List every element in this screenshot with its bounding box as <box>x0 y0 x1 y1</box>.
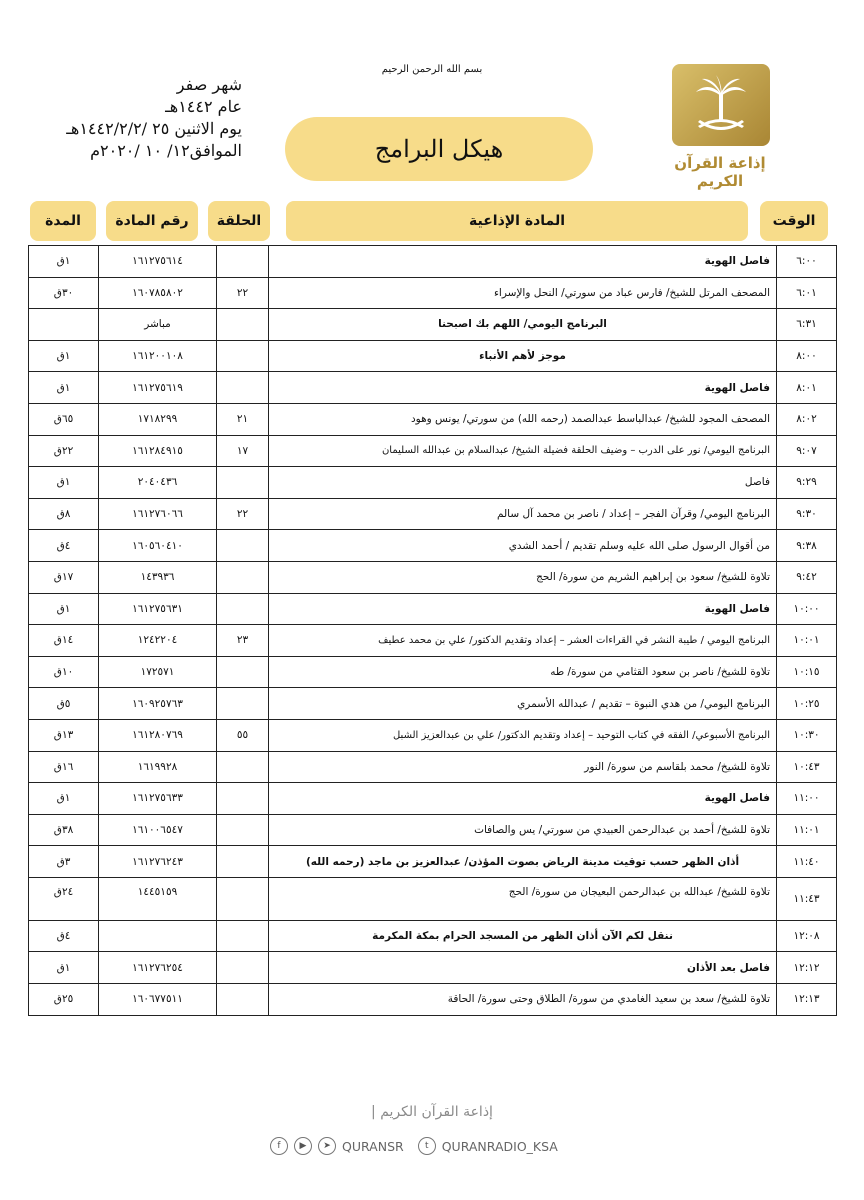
material-cell: فاصل الهوية <box>269 246 777 278</box>
episode-cell <box>217 656 269 688</box>
number-cell: ٢٠٤٠٤٣٦ <box>99 467 217 499</box>
material-cell: تلاوة للشيخ/ سعود بن إبراهيم الشريم من سورة/ الحج <box>269 561 777 593</box>
youtube-icon[interactable]: ▶ <box>294 1137 312 1155</box>
time-cell: ٦:٠٠ <box>777 246 837 278</box>
number-cell: ١٦١٢٨٠٧٦٩ <box>99 719 217 751</box>
number-cell: ١٢٤٢٢٠٤ <box>99 625 217 657</box>
duration-cell: ٥ق <box>29 688 99 720</box>
material-cell: موجز لأهم الأنباء <box>269 340 777 372</box>
material-cell: تلاوة للشيخ/ عبدالله بن عبدالرحمن البعيجان من سورة/ الحج <box>269 877 777 920</box>
table-row <box>29 656 837 688</box>
number-cell: ١٦١٢٧٥٦١٤ <box>99 246 217 278</box>
duration-cell <box>29 309 99 341</box>
episode-cell <box>217 984 269 1016</box>
palm-swords-emblem-icon <box>672 64 770 146</box>
number-cell: ١٦١٢٧٦٢٥٤ <box>99 952 217 984</box>
material-cell: المصحف المجود للشيخ/ عبدالباسط عبدالصمد (رحمه الله) من سورتي/ يونس وهود <box>269 403 777 435</box>
table-row <box>29 952 837 984</box>
episode-cell <box>217 246 269 278</box>
episode-cell <box>217 593 269 625</box>
number-cell: ١٤٣٩٣٦ <box>99 561 217 593</box>
table-row <box>29 467 837 499</box>
table-row <box>29 403 837 435</box>
time-cell: ١٢:٠٨ <box>777 920 837 952</box>
duration-cell: ٣٠ق <box>29 277 99 309</box>
material-cell: البرنامج الأسبوعي/ الفقه في كتاب التوحيد – إعداد وتقديم الدكتور/ علي بن عبدالعزيز الشبل <box>269 719 777 751</box>
duration-cell: ٨ق <box>29 498 99 530</box>
number-cell: ١٦١٩٩٢٨ <box>99 751 217 783</box>
table-row <box>29 877 837 920</box>
duration-cell: ١ق <box>29 372 99 404</box>
table-row <box>29 719 837 751</box>
material-cell: فاصل <box>269 467 777 499</box>
table-row <box>29 340 837 372</box>
material-cell: البرنامج اليومي/ نور على الدرب – وضيف الحلقة فضيلة الشيخ/ عبدالسلام بن عبدالله السليمان <box>269 435 777 467</box>
time-cell: ١٠:٠٠ <box>777 593 837 625</box>
number-cell: ١٦١٢٧٥٦٣٣ <box>99 783 217 815</box>
col-header-duration: المدة <box>30 201 96 241</box>
time-cell: ١٠:١٥ <box>777 656 837 688</box>
number-cell: ١٦١٠٠٦٥٤٧ <box>99 814 217 846</box>
table-row <box>29 246 837 278</box>
episode-cell <box>217 467 269 499</box>
date-block <box>20 74 242 162</box>
bismillah: بسم الله الرحمن الرحيم <box>381 64 483 75</box>
time-cell: ٦:٣١ <box>777 309 837 341</box>
table-row <box>29 984 837 1016</box>
material-cell: البرنامج اليومي/ من هدي النبوة – تقديم / عبدالله الأسمري <box>269 688 777 720</box>
time-cell: ١٢:١٣ <box>777 984 837 1016</box>
episode-cell <box>217 846 269 878</box>
number-cell: ١٦١٢٨٤٩١٥ <box>99 435 217 467</box>
number-cell: ١٦١٢٠٠١٠٨ <box>99 340 217 372</box>
time-cell: ١٠:٤٣ <box>777 751 837 783</box>
duration-cell: ١ق <box>29 952 99 984</box>
footer-brand: إذاعة القرآن الكريم | <box>371 1104 493 1120</box>
duration-cell: ١٠ق <box>29 656 99 688</box>
time-cell: ١٠:٢٥ <box>777 688 837 720</box>
duration-cell: ١٤ق <box>29 625 99 657</box>
number-cell: ١٦٠٧٨٥٨٠٢ <box>99 277 217 309</box>
episode-cell: ٢٣ <box>217 625 269 657</box>
col-header-material: المادة الإذاعية <box>286 201 748 241</box>
duration-cell: ٢٤ق <box>29 877 99 920</box>
social-handle-2[interactable]: QURANRADIO_KSA <box>441 1138 558 1154</box>
page-title: هيكل البرامج <box>285 117 593 181</box>
episode-cell <box>217 952 269 984</box>
duration-cell: ٢٥ق <box>29 984 99 1016</box>
number-cell: ١٧٢٥٧١ <box>99 656 217 688</box>
table-row <box>29 277 837 309</box>
duration-cell: ١٦ق <box>29 751 99 783</box>
episode-cell: ٢٢ <box>217 498 269 530</box>
table-row <box>29 783 837 815</box>
time-cell: ٦:٠١ <box>777 277 837 309</box>
episode-cell <box>217 372 269 404</box>
table-row <box>29 530 837 562</box>
duration-cell: ٤ق <box>29 530 99 562</box>
date-line-year: عام ١٤٤٢هـ <box>165 97 242 116</box>
table-row <box>29 593 837 625</box>
number-cell: ١٦٠٩٢٥٧٦٣ <box>99 688 217 720</box>
episode-cell <box>217 751 269 783</box>
table-row <box>29 309 837 341</box>
time-cell: ٩:٤٢ <box>777 561 837 593</box>
facebook-icon[interactable]: f <box>270 1137 288 1155</box>
time-cell: ٩:٠٧ <box>777 435 837 467</box>
number-cell <box>99 920 217 952</box>
material-cell: أذان الظهر حسب توقيت مدينة الرياض بصوت المؤذن/ عبدالعزيز بن ماجد (رحمه الله) <box>269 846 777 878</box>
material-cell: فاصل الهوية <box>269 372 777 404</box>
table-row <box>29 814 837 846</box>
episode-cell: ١٧ <box>217 435 269 467</box>
number-cell: ١٦١٢٧٥٦١٩ <box>99 372 217 404</box>
episode-cell: ٥٥ <box>217 719 269 751</box>
table-row <box>29 751 837 783</box>
material-cell: تلاوة للشيخ/ ناصر بن سعود القثامي من سورة/ طه <box>269 656 777 688</box>
time-cell: ٨:٠٢ <box>777 403 837 435</box>
material-cell: ننقل لكم الآن أذان الظهر من المسجد الحرام بمكة المكرمة <box>269 920 777 952</box>
duration-cell: ١٣ق <box>29 719 99 751</box>
time-cell: ٨:٠٠ <box>777 340 837 372</box>
logo-text: إذاعة القرآن الكريم <box>674 154 766 190</box>
episode-cell: ٢١ <box>217 403 269 435</box>
twitter-icon[interactable]: t <box>418 1137 436 1155</box>
col-header-number: رقم المادة <box>106 201 198 241</box>
time-cell: ٩:٢٩ <box>777 467 837 499</box>
table-row <box>29 498 837 530</box>
duration-cell: ١٧ق <box>29 561 99 593</box>
number-cell: ١٧١٨٢٩٩ <box>99 403 217 435</box>
material-cell: البرنامج اليومي/ وقرآن الفجر – إعداد / ناصر بن محمد آل سالم <box>269 498 777 530</box>
date-line-gregorian: الموافق١٢/ ١٠ /٢٠٢٠م <box>90 141 242 160</box>
material-cell: فاصل بعد الأذان <box>269 952 777 984</box>
episode-cell <box>217 877 269 920</box>
episode-cell <box>217 688 269 720</box>
material-cell: البرنامج اليومي / طيبة النشر في القراءات العشر – إعداد وتقديم الدكتور/ علي بن محمد عطيف <box>269 625 777 657</box>
date-line-day: يوم الاثنين ٢٥ /١٤٤٢/٢/٢هـ <box>66 119 242 138</box>
social-handle-1[interactable]: QURANSR <box>342 1138 404 1154</box>
number-cell: ١٦١٢٧٦٠٦٦ <box>99 498 217 530</box>
table-row <box>29 625 837 657</box>
duration-cell: ٣٨ق <box>29 814 99 846</box>
social-links <box>270 1134 600 1158</box>
material-cell: تلاوة للشيخ/ محمد بلقاسم من سورة/ النور <box>269 751 777 783</box>
time-cell: ٨:٠١ <box>777 372 837 404</box>
table-row <box>29 561 837 593</box>
time-cell: ١٠:٣٠ <box>777 719 837 751</box>
episode-cell <box>217 814 269 846</box>
duration-cell: ٣ق <box>29 846 99 878</box>
table-row <box>29 435 837 467</box>
time-cell: ١٢:١٢ <box>777 952 837 984</box>
episode-cell <box>217 530 269 562</box>
date-line-month: شهر صفر <box>176 75 242 94</box>
col-header-episode: الحلقة <box>208 201 270 241</box>
time-cell: ١١:٤٠ <box>777 846 837 878</box>
episode-cell <box>217 309 269 341</box>
table-row <box>29 846 837 878</box>
number-cell: ١٦٠٥٦٠٤١٠ <box>99 530 217 562</box>
episode-cell: ٢٢ <box>217 277 269 309</box>
time-cell: ٩:٣٨ <box>777 530 837 562</box>
number-cell: ١٦٠٦٧٧٥١١ <box>99 984 217 1016</box>
material-cell: تلاوة للشيخ/ أحمد بن عبدالرحمن العبيدي من سورتي/ يس والصافات <box>269 814 777 846</box>
material-cell: من أقوال الرسول صلى الله عليه وسلم تقديم / أحمد الشدي <box>269 530 777 562</box>
number-cell: ١٦١٢٧٦٢٤٣ <box>99 846 217 878</box>
duration-cell: ٦٥ق <box>29 403 99 435</box>
time-cell: ١١:٤٣ <box>777 877 837 920</box>
table-row <box>29 688 837 720</box>
time-cell: ١٠:٠١ <box>777 625 837 657</box>
material-cell: البرنامج اليومي/ اللهم بك اصبحنا <box>269 309 777 341</box>
telegram-icon[interactable]: ➤ <box>318 1137 336 1155</box>
episode-cell <box>217 340 269 372</box>
material-cell: تلاوة للشيخ/ سعد بن سعيد الغامدي من سورة/ الطلاق وحتى سورة/ الحاقة <box>269 984 777 1016</box>
table-row <box>29 372 837 404</box>
time-cell: ١١:٠١ <box>777 814 837 846</box>
episode-cell <box>217 920 269 952</box>
station-logo <box>655 62 785 190</box>
duration-cell: ١ق <box>29 783 99 815</box>
table-row <box>29 920 837 952</box>
number-cell: مباشر <box>99 309 217 341</box>
material-cell: فاصل الهوية <box>269 783 777 815</box>
material-cell: فاصل الهوية <box>269 593 777 625</box>
material-cell: المصحف المرتل للشيخ/ فارس عباد من سورتي/ النحل والإسراء <box>269 277 777 309</box>
duration-cell: ١ق <box>29 593 99 625</box>
duration-cell: ١ق <box>29 467 99 499</box>
number-cell: ١٦١٢٧٥٦٣١ <box>99 593 217 625</box>
duration-cell: ١ق <box>29 246 99 278</box>
duration-cell: ١ق <box>29 340 99 372</box>
number-cell: ١٤٤٥١٥٩ <box>99 877 217 920</box>
duration-cell: ٢٢ق <box>29 435 99 467</box>
episode-cell <box>217 783 269 815</box>
col-header-time: الوقت <box>760 201 828 241</box>
episode-cell <box>217 561 269 593</box>
time-cell: ٩:٣٠ <box>777 498 837 530</box>
time-cell: ١١:٠٠ <box>777 783 837 815</box>
duration-cell: ٤ق <box>29 920 99 952</box>
schedule-table <box>28 245 837 1016</box>
